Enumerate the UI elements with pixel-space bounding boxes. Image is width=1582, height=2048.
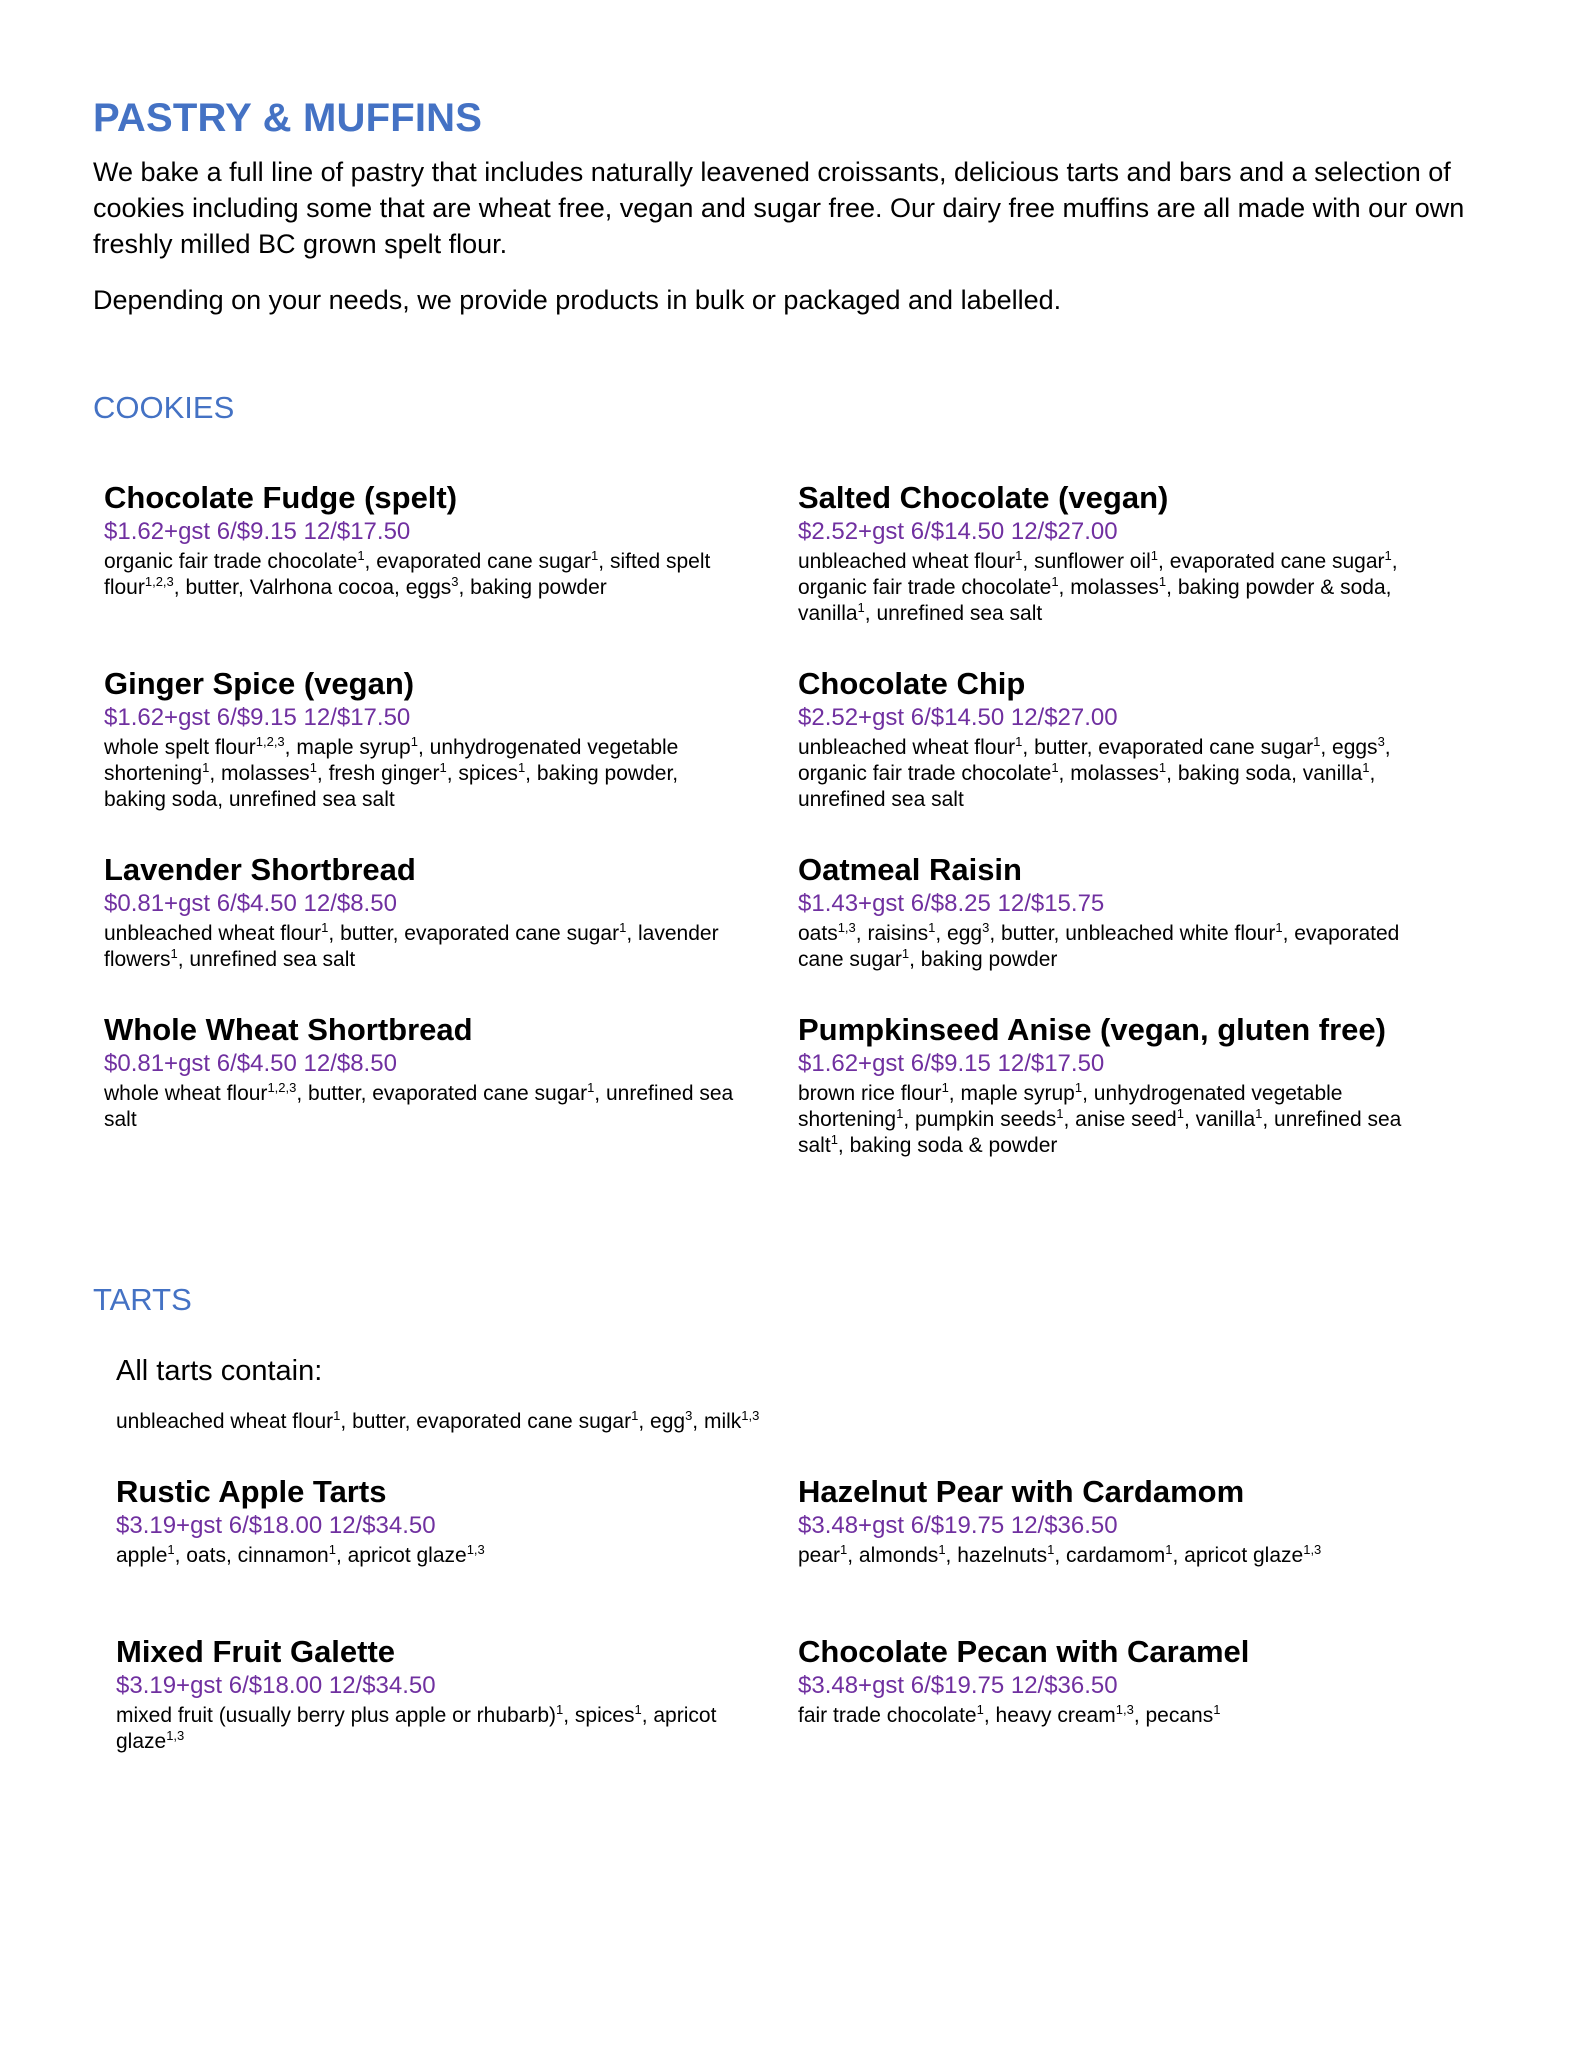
footnote-marker: 1 xyxy=(631,1408,639,1423)
item-price: $0.81+gst 6/$4.50 12/$8.50 xyxy=(104,890,397,917)
item-name: Chocolate Chip xyxy=(798,666,1026,701)
menu-item xyxy=(798,666,1438,813)
menu-item xyxy=(104,480,744,601)
footnote-marker: 1 xyxy=(1047,1542,1055,1557)
footnote-marker: 1 xyxy=(1051,574,1059,589)
footnote-marker: 1,2,3 xyxy=(144,574,174,589)
item-ingredients: apple$^1$, oats, cinnamon$^1$, apricot glaze$^{1,3}$ xyxy=(116,1542,485,1567)
footnote-marker: 1,3 xyxy=(1303,1542,1322,1557)
item-name: Ginger Spice (vegan) xyxy=(104,666,415,701)
item-price: $1.62+gst 6/$9.15 12/$17.50 xyxy=(104,518,411,545)
menu-item xyxy=(104,852,744,973)
item-name: Rustic Apple Tarts xyxy=(116,1474,387,1509)
item-price: $1.62+gst 6/$9.15 12/$17.50 xyxy=(798,1050,1105,1077)
item-price: $2.52+gst 6/$14.50 12/$27.00 xyxy=(798,704,1118,731)
item-price: $3.48+gst 6/$19.75 12/$36.50 xyxy=(798,1512,1118,1539)
footnote-marker: 1 xyxy=(357,548,365,563)
intro xyxy=(93,154,1493,338)
item-ingredients: unbleached wheat flour$^1$, sunflower oil$^1$, evaporated cane sugar$^1$, organic fair trade chocolate$^1$, molasses$^1$, baking powder & soda, vanilla$^1$, unrefined sea salt xyxy=(798,548,1398,625)
item-name: Pumpkinseed Anise (vegan, gluten free) xyxy=(798,1012,1386,1047)
footnote-marker: 1 xyxy=(857,600,865,615)
footnote-marker: 1 xyxy=(938,1542,946,1557)
footnote-marker: 1,3 xyxy=(166,1728,185,1743)
menu-item xyxy=(116,1474,756,1569)
menu-item xyxy=(798,1474,1438,1569)
footnote-marker: 1 xyxy=(1165,1542,1173,1557)
footnote-marker: 1 xyxy=(410,734,418,749)
footnote-marker: 1 xyxy=(901,946,910,961)
intro-paragraph: Depending on your needs, we provide products in bulk or packaged and labelled. xyxy=(93,285,1062,315)
footnote-marker: 3 xyxy=(982,920,990,935)
page-title: PASTRY & MUFFINS xyxy=(93,96,483,140)
footnote-marker: 1 xyxy=(1158,760,1167,775)
menu-item xyxy=(798,1634,1438,1729)
menu-item xyxy=(798,852,1438,973)
footnote-marker: 3 xyxy=(451,574,459,589)
footnote-marker: 1 xyxy=(556,1702,564,1717)
footnote-marker: 1 xyxy=(309,760,317,775)
footnote-marker: 1 xyxy=(1074,1080,1083,1095)
item-name: Whole Wheat Shortbread xyxy=(104,1012,473,1047)
item-ingredients: organic fair trade chocolate$^1$, evaporated cane sugar$^1$, sifted spelt flour$^{1,2,3}$, butter, Valrhona cocoa, eggs$^3$, baking powder xyxy=(104,548,711,599)
footnote-marker: 1 xyxy=(1213,1702,1221,1717)
footnote-marker: 1 xyxy=(840,1542,848,1557)
item-ingredients: whole wheat flour$^{1,2,3}$, butter, evaporated cane sugar$^1$, unrefined sea salt xyxy=(104,1080,734,1131)
item-price: $3.19+gst 6/$18.00 12/$34.50 xyxy=(116,1512,436,1539)
footnote-marker: 1 xyxy=(1158,574,1167,589)
footnote-marker: 1 xyxy=(333,1408,341,1423)
item-ingredients: fair trade chocolate$^1$, heavy cream$^{1,3}$, pecans$^1$ xyxy=(798,1702,1221,1727)
footnote-marker: 1 xyxy=(1275,920,1283,935)
footnote-marker: 1 xyxy=(941,1080,949,1095)
footnote-marker: 1 xyxy=(167,1542,175,1557)
tarts-contain-title: All tarts contain: xyxy=(116,1355,323,1387)
item-price: $2.52+gst 6/$14.50 12/$27.00 xyxy=(798,518,1118,545)
footnote-marker: 3 xyxy=(1377,734,1385,749)
footnote-marker: 1 xyxy=(587,1080,595,1095)
footnote-marker: 1 xyxy=(1313,734,1321,749)
footnote-marker: 1,2,3 xyxy=(255,734,285,749)
item-name: Hazelnut Pear with Cardamom xyxy=(798,1474,1245,1509)
tarts-contain-text: unbleached wheat flour$^1$, butter, evaporated cane sugar$^1$, egg$^3$, milk$^{1,3}$ xyxy=(116,1408,760,1433)
item-name: Salted Chocolate (vegan) xyxy=(798,480,1169,515)
footnote-marker: 1 xyxy=(170,946,178,961)
item-price: $1.43+gst 6/$8.25 12/$15.75 xyxy=(798,890,1105,917)
item-ingredients: pear$^1$, almonds$^1$, hazelnuts$^1$, cardamom$^1$, apricot glaze$^{1,3}$ xyxy=(798,1542,1322,1567)
item-price: $3.19+gst 6/$18.00 12/$34.50 xyxy=(116,1672,436,1699)
footnote-marker: 1 xyxy=(976,1702,984,1717)
footnote-marker: 1 xyxy=(830,1132,838,1147)
footnote-marker: 1 xyxy=(634,1702,642,1717)
footnote-marker: 1 xyxy=(1255,1106,1263,1121)
item-ingredients: whole spelt flour$^{1,2,3}$, maple syrup$^1$, unhydrogenated vegetable shortening$^1$, molasses$^1$, fresh ginger$^1$, spices$^1$, baking powder, baking soda, unrefined sea salt xyxy=(104,734,679,811)
item-name: Lavender Shortbread xyxy=(104,852,416,887)
footnote-marker: 1,3 xyxy=(741,1408,760,1423)
menu-item xyxy=(116,1634,756,1755)
footnote-marker: 1 xyxy=(328,1542,336,1557)
section-title-tarts: TARTS xyxy=(93,1282,192,1317)
intro-paragraph: We bake a full line of pastry that includes naturally leavened croissants, delicious tarts and bars and a selection of cookies including some that are wheat free, vegan and sugar free. Our dairy free muffins are all made with our own freshly milled BC grown spelt flour. xyxy=(93,157,1465,259)
footnote-marker: 1 xyxy=(928,920,936,935)
menu-item xyxy=(798,480,1438,627)
menu-item xyxy=(798,1012,1438,1159)
item-ingredients: unbleached wheat flour$^1$, butter, evaporated cane sugar$^1$, lavender flowers$^1$, unrefined sea salt xyxy=(104,920,719,971)
item-price: $3.48+gst 6/$19.75 12/$36.50 xyxy=(798,1672,1118,1699)
footnote-marker: 1 xyxy=(1176,1106,1184,1121)
footnote-marker: 1 xyxy=(1051,760,1059,775)
footnote-marker: 1 xyxy=(619,920,627,935)
item-name: Chocolate Pecan with Caramel xyxy=(798,1634,1250,1669)
footnote-marker: 1 xyxy=(1056,1106,1064,1121)
item-ingredients: oats$^{1,3}$, raisins$^1$, egg$^3$, butter, unbleached white flour$^1$, evaporated cane sugar$^1$, baking powder xyxy=(798,920,1400,971)
item-name: Chocolate Fudge (spelt) xyxy=(104,480,458,515)
footnote-marker: 1 xyxy=(1150,548,1159,563)
footnote-marker: 1 xyxy=(439,760,447,775)
item-ingredients: brown rice flour$^1$, maple syrup$^1$, unhydrogenated vegetable shortening$^1$, pumpkin seeds$^1$, anise seed$^1$, vanilla$^1$, unrefined sea salt$^1$, baking soda & powder xyxy=(798,1080,1402,1157)
footnote-marker: 1 xyxy=(202,760,210,775)
footnote-marker: 1 xyxy=(1015,734,1023,749)
menu-item xyxy=(104,1012,744,1133)
footnote-marker: 1 xyxy=(1384,548,1392,563)
footnote-marker: 1 xyxy=(321,920,329,935)
footnote-marker: 1,2,3 xyxy=(267,1080,297,1095)
footnote-marker: 1 xyxy=(1362,760,1370,775)
menu-item xyxy=(104,666,744,813)
footnote-marker: 1 xyxy=(591,548,599,563)
item-ingredients: mixed fruit (usually berry plus apple or rhubarb)$^1$, spices$^1$, apricot glaze$^{1,3}$ xyxy=(116,1702,717,1753)
footnote-marker: 1 xyxy=(517,760,526,775)
footnote-marker: 1 xyxy=(1015,548,1023,563)
item-ingredients: unbleached wheat flour$^1$, butter, evaporated cane sugar$^1$, eggs$^3$, organic fair trade chocolate$^1$, molasses$^1$, baking soda, vanilla$^1$, unrefined sea salt xyxy=(798,734,1391,811)
footnote-marker: 1,3 xyxy=(1115,1702,1134,1717)
item-price: $1.62+gst 6/$9.15 12/$17.50 xyxy=(104,704,411,731)
footnote-marker: 1 xyxy=(896,1106,904,1121)
footnote-marker: 1,3 xyxy=(837,920,856,935)
item-name: Mixed Fruit Galette xyxy=(116,1634,396,1669)
footnote-marker: 1,3 xyxy=(466,1542,485,1557)
item-price: $0.81+gst 6/$4.50 12/$8.50 xyxy=(104,1050,397,1077)
item-name: Oatmeal Raisin xyxy=(798,852,1022,887)
footnote-marker: 3 xyxy=(685,1408,693,1423)
section-title-cookies: COOKIES xyxy=(93,390,235,425)
